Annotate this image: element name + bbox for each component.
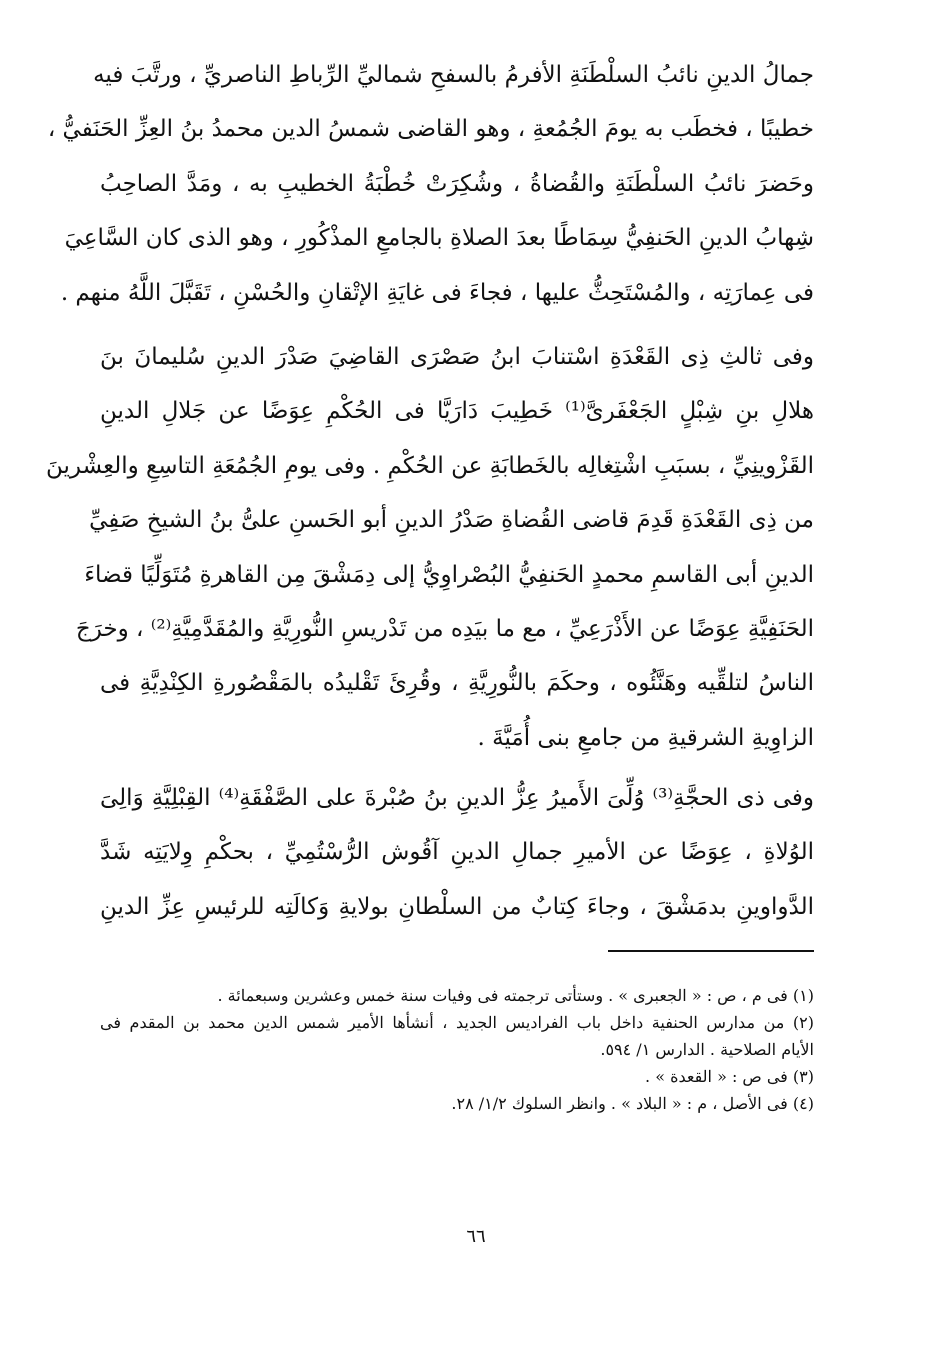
footnotes: [100, 982, 814, 1117]
text-line: الدَّواوينِ بدمَشْقَ ، وجاءَ كِتابٌ من السلْطانِ بولايةِ وَكالَتِه للرئيسِ عِزِّ الدينِ: [100, 893, 814, 920]
footnote-1: (١) فى م ، ص : « الجعبرى » . وستأتى ترجمته فى وفيات سنة خمس وعشرين وسبعمائة .: [217, 986, 814, 1005]
footnote-separator: [608, 950, 814, 952]
main-text: [46, 48, 815, 934]
text-line: الدينِ أبى القاسمِ محمدٍ الحَنفِيُّ البُصْراوِيُّ إلى دِمَشْقَ مِن القاهرةِ مُتَوَلِّيًا قضاءَ: [84, 561, 814, 588]
paragraph-3: [100, 771, 814, 934]
text-line: وحَضرَ نائبُ السلْطَنَةِ والقُضاةُ ، وشُكِرَتْ خُطْبَةُ الخطيبِ به ، ومَدَّ الصاحِبُ: [100, 170, 814, 197]
text-line: هلالِ بنِ شِبْلٍ الجَعْفَرىَّ⁽¹⁾ خَطِيبَ دَارَيَّا فى الحُكْمِ عِوَضًا عن جَلالِ الدينِ: [100, 398, 814, 425]
text-line: خطيبًا ، فخطَب به يومَ الجُمُعةِ ، وهو القاضى شمسُ الدين محمدُ بنُ العِزِّ الحَنَفيُّ ،: [47, 116, 814, 143]
text-line: القَزْوينِيِّ ، بسبَبِ اشْتِغالِه بالخَطابَةِ عن الحُكْمِ . وفى يومِ الجُمُعَةِ التاسِعِ والعِشْرينَ: [46, 452, 814, 479]
text-line: جمالُ الدينِ نائبُ السلْطَنَةِ الأفرمُ بالسفحِ شماليِّ الرِّباطِ الناصريِّ ، ورتَّبَ فيه: [93, 62, 814, 88]
footnote-2: (٢) من مدارس الحنفية داخل باب الفراديس الجديد ، أنشأها الأمير شمس الدين محمد بن المقدم فى: [100, 1013, 814, 1032]
paragraph-1: [47, 48, 814, 320]
text-line: الحَنَفِيَّةِ عِوَضًا عن الأَذْرَعِيِّ ، مع ما بيَدِه من تَدْريسِ النُّورِيَّةِ والمُقَدَّمِيَّةِ⁽²⁾ ، وخرَجَ: [75, 615, 814, 642]
page-number: ٦٦: [466, 1226, 486, 1247]
text-line: وفى ثالثِ ذِى القَعْدَةِ اسْتنابَ ابنُ صَصْرَى القاضِيَ صَدْرَ الدينِ سُليمانَ بنَ: [100, 343, 814, 370]
paragraph-2: [46, 330, 814, 765]
footnote-2-continuation: الأيام الصلاحية . الدارس ١/ ٥٩٤.: [600, 1040, 814, 1059]
text-line: شِهابُ الدينِ الحَنفِيُّ سِمَاطًا بعدَ الصلاةِ بالجامعِ المذْكُورِ ، وهو الذى كان السَّاعِيَ: [64, 225, 814, 252]
text-line: فى عِمارَتِه ، والمُسْتَحِثُّ عليها ، فجاءَ فى غايَةِ الإتْقانِ والحُسْنِ ، تَقَبَّلَ اللَّهُ منهم .: [60, 279, 814, 306]
text-line: وفى ذى الحجَّةِ⁽³⁾ وُلِّىَ الأَميرُ عِزُّ الدينِ بنُ صُبْرةَ على الصَّفْقَةِ⁽⁴⁾ القِبْلِيَّةِ وَالِىَ: [100, 785, 815, 812]
text-line: الناسُ لتلقِّيه وهَنَّئُوه ، وحكَمَ بالنُّورِيَّةِ ، وقُرِئَ تَقْليدُه بالمَقْصُورةِ الكِنْدِيَّةِ فى: [100, 670, 814, 697]
text-line: الزاوِيةِ الشرقيةِ من جامعِ بنى أُمَيَّةَ .: [477, 724, 814, 751]
text-line: من ذِى القَعْدَةِ قَدِمَ قاضى القُضاةِ صَدْرُ الدينِ أبو الحَسنِ علىُّ بنُ الشيخِ صَفِيِّ: [89, 507, 814, 534]
footnote-4: (٤) فى الأصل ، م : « البلاد » . وانظر السلوك ١/٢/ ٢٨.: [451, 1094, 814, 1113]
footnote-3: (٣) فى ص : « القعدة » .: [645, 1067, 814, 1086]
text-line: الوُلاةِ ، عِوَضًا عن الأميرِ جمالِ الدينِ آقُوش الرُّسْتُمِيِّ ، بحكْمِ وِلايَتِه شَدَّ: [100, 839, 814, 866]
